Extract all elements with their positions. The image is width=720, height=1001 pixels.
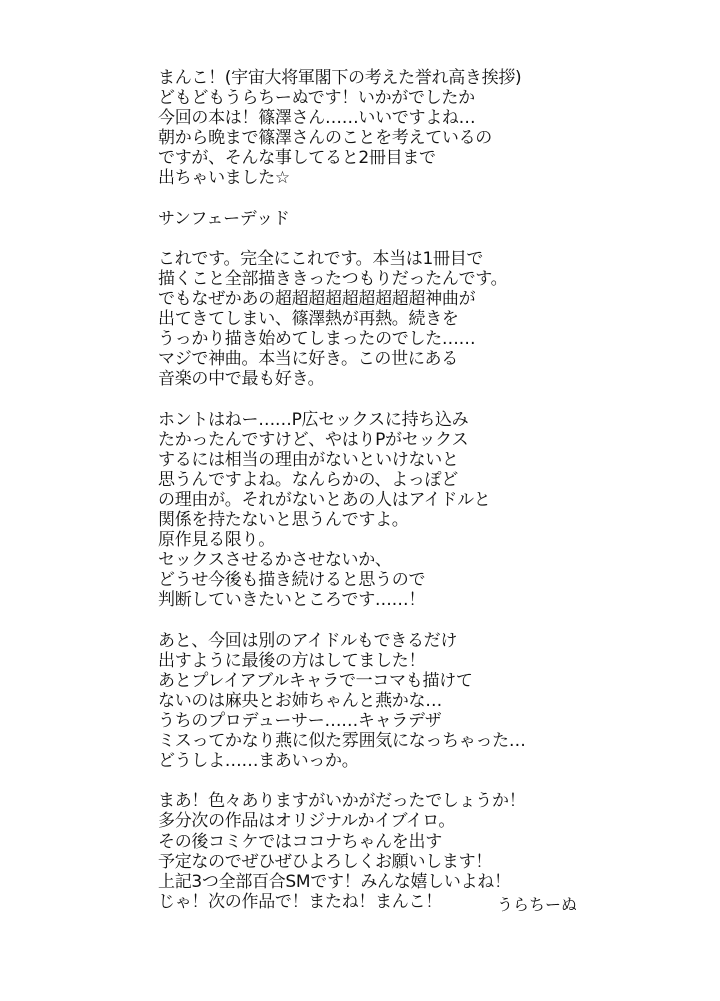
- text-line: たかったんですけど、やはりPがセックス: [158, 429, 469, 450]
- text-line: 上記3つ全部百合SMです！みんな嬉しいよね！: [158, 871, 511, 892]
- afterword-text: [158, 68, 598, 932]
- afterword-paragraph: [158, 631, 598, 772]
- text-line: 判断していきたいところです……！: [158, 590, 426, 611]
- text-line: ないのは麻央とお姉ちゃんと燕かな…: [158, 690, 442, 711]
- afterword-paragraph: [158, 68, 598, 189]
- text-line: ミスってかなり燕に似た雰囲気になっちゃった…: [158, 731, 526, 752]
- text-line: 音楽の中で最も好き。: [158, 369, 325, 390]
- text-line: うちのプロデューサー……キャラデザ: [158, 711, 442, 731]
- text-line: でもなぜかあの超超超超超超超超超神曲が: [158, 289, 476, 310]
- text-line: 出すように最後の方はしてました！: [158, 650, 426, 671]
- text-line: 今回の本は！篠澤さん……いいですよね…: [158, 108, 476, 129]
- text-line: どうせ今後も描き続けると思うので: [158, 570, 426, 591]
- text-line: どうしよ……まあいっか。: [158, 751, 359, 772]
- text-line: マジで神曲。本当に好き。この世にある: [158, 349, 458, 370]
- text-line: セックスさせるかさせないか、: [158, 550, 392, 571]
- text-line: これです。完全にこれです。本当は1冊目で: [158, 248, 484, 269]
- text-line: まあ！色々ありますがいかがだったでしょうか！: [158, 791, 526, 812]
- text-line: 朝から晩まで篠澤さんのことを考えているの: [158, 128, 492, 149]
- text-line: 予定なのでぜひぜひよろしくお願いします！: [158, 851, 492, 872]
- text-line: あとプレイアブルキャラで一コマも描けて: [158, 670, 473, 691]
- author-signature: うらちーぬ: [497, 895, 578, 914]
- text-line: サンフェーデッド: [158, 208, 290, 229]
- text-line: じゃ！次の作品で！またね！まんこ！: [158, 891, 442, 912]
- text-line: どもどもうらちーぬです！いかがでしたか: [158, 88, 475, 109]
- text-line: 多分次の作品はオリジナルかイブイロ。: [158, 811, 456, 832]
- text-line: あと、今回は別のアイドルもできるだけ: [158, 630, 458, 651]
- text-line: の理由が。それがないとあの人はアイドルと: [158, 489, 491, 510]
- text-line: するには相当の理由がないといけないと: [158, 449, 459, 470]
- text-line: まんこ！(宇宙大将軍閣下の考えた誉れ高き挨拶): [158, 68, 522, 88]
- text-line: 出てきてしまい、篠澤熱が再熱。続きを: [158, 309, 459, 330]
- text-line: 思うんですよね。なんらかの、よっぽど: [158, 469, 458, 490]
- text-line: うっかり描き始めてしまったのでした……: [158, 329, 476, 350]
- text-line: ですが、そんな事してると2冊目まで: [158, 148, 436, 169]
- text-line: 描くこと全部描ききったつもりだったんです。: [158, 268, 508, 289]
- text-line: 原作見る限り。: [158, 530, 275, 551]
- text-line: 関係を持たないと思うんですよ。: [158, 510, 409, 531]
- afterword-paragraph: [158, 410, 598, 611]
- afterword-paragraph: [158, 249, 598, 390]
- text-line: その後コミケではココナちゃんを出す: [158, 831, 442, 852]
- afterword-paragraph: [158, 209, 598, 229]
- text-line: ホントはねー……P広セックスに持ち込み: [158, 409, 469, 430]
- text-line: 出ちゃいました☆: [158, 168, 290, 189]
